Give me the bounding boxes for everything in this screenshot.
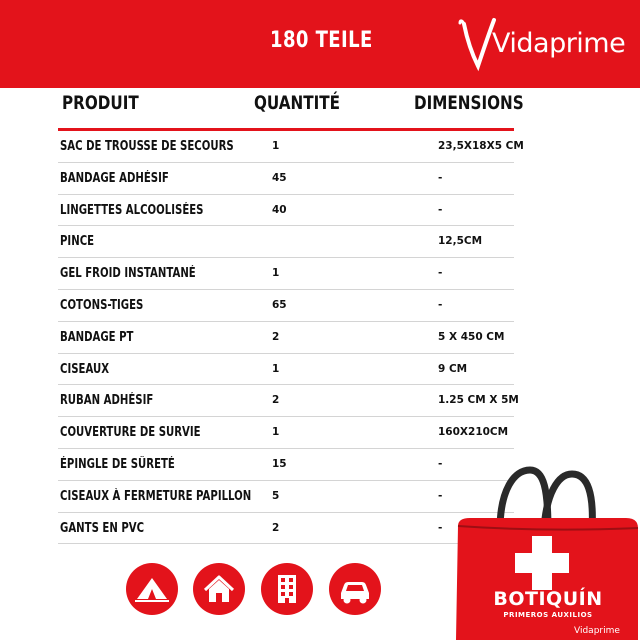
quantity-value: 1	[272, 140, 280, 152]
product-name: RUBAN ADHÉSIF	[60, 393, 154, 409]
table-row	[58, 354, 514, 386]
brand-logo	[458, 14, 634, 72]
product-name: BANDAGE PT	[60, 329, 134, 345]
building-icon	[261, 563, 313, 615]
dimension-value: -	[438, 171, 443, 184]
quantity-value: 1	[272, 426, 280, 439]
quantity-value: 15	[272, 457, 287, 470]
table-row	[58, 195, 514, 227]
product-name: GEL FROID INSTANTANÉ	[60, 266, 196, 282]
kit-subtitle: PRIMEROS AUXILIOS	[503, 611, 593, 619]
dimension-value: 160X210CM	[438, 426, 509, 439]
house-icon	[193, 563, 245, 615]
quantity-value: 2	[272, 394, 280, 407]
contents-table	[58, 131, 524, 544]
table-row	[58, 417, 514, 449]
dimension-value: 5 X 450 CM	[438, 330, 505, 343]
dimension-value: -	[438, 203, 443, 216]
quantity-value: 40	[272, 203, 287, 216]
quantity-value: 1	[272, 267, 280, 280]
product-name: GANTS EN PVC	[60, 520, 145, 536]
kit-brand: Vidaprime	[574, 626, 620, 636]
kit-title: BOTIQUÍN	[493, 588, 603, 610]
dimension-value: -	[438, 521, 443, 534]
column-header-dimensions: DIMENSIONS	[414, 92, 524, 114]
product-name: LINGETTES ALCOOLISÉES	[60, 202, 204, 218]
product-name: PINCE	[60, 234, 95, 250]
table-row	[58, 226, 514, 258]
quantity-value: 2	[272, 521, 280, 534]
header-banner	[0, 0, 640, 88]
product-name: BANDAGE ADHÉSIF	[60, 170, 169, 186]
dimension-value: -	[438, 457, 443, 470]
quantity-value: 5	[272, 489, 280, 502]
table-row	[58, 449, 514, 481]
product-name: COTONS-TIGES	[60, 297, 144, 313]
dimension-value: -	[438, 267, 443, 280]
product-name: COUVERTURE DE SURVIE	[60, 425, 201, 441]
product-name: CISEAUX	[60, 361, 110, 377]
table-row	[58, 290, 514, 322]
dimension-value: -	[438, 298, 443, 311]
product-name: CISEAUX À FERMETURE PAPILLON	[60, 488, 252, 504]
table-row	[58, 131, 524, 163]
table-row	[58, 513, 514, 545]
first-aid-kit-bag	[450, 460, 640, 640]
quantity-value: 45	[272, 171, 287, 184]
car-icon	[329, 563, 381, 615]
quantity-value: 1	[272, 362, 280, 375]
table-row	[58, 322, 514, 354]
dimension-value: 9 CM	[438, 362, 468, 375]
column-header-product: PRODUIT	[62, 92, 139, 114]
table-row	[58, 385, 519, 417]
dimension-value: -	[438, 489, 443, 502]
product-name: SAC DE TROUSSE DE SECOURS	[60, 139, 234, 154]
product-name: ÉPINGLE DE SÛRETÉ	[60, 456, 175, 472]
tent-icon	[126, 563, 178, 615]
table-row	[58, 258, 514, 290]
column-header-quantity: QUANTITÉ	[254, 92, 341, 114]
dimension-value: 1.25 CM X 5M	[438, 394, 519, 407]
item-count-title: 180 TEILE	[270, 28, 373, 53]
dimension-value: 12,5CM	[438, 235, 483, 248]
quantity-value: 65	[272, 298, 287, 311]
brand-name: Vidaprime	[492, 28, 626, 59]
table-row	[58, 481, 514, 513]
table-row	[58, 163, 514, 195]
quantity-value: 2	[272, 330, 280, 343]
dimension-value: 23,5X18X5 CM	[438, 140, 524, 152]
